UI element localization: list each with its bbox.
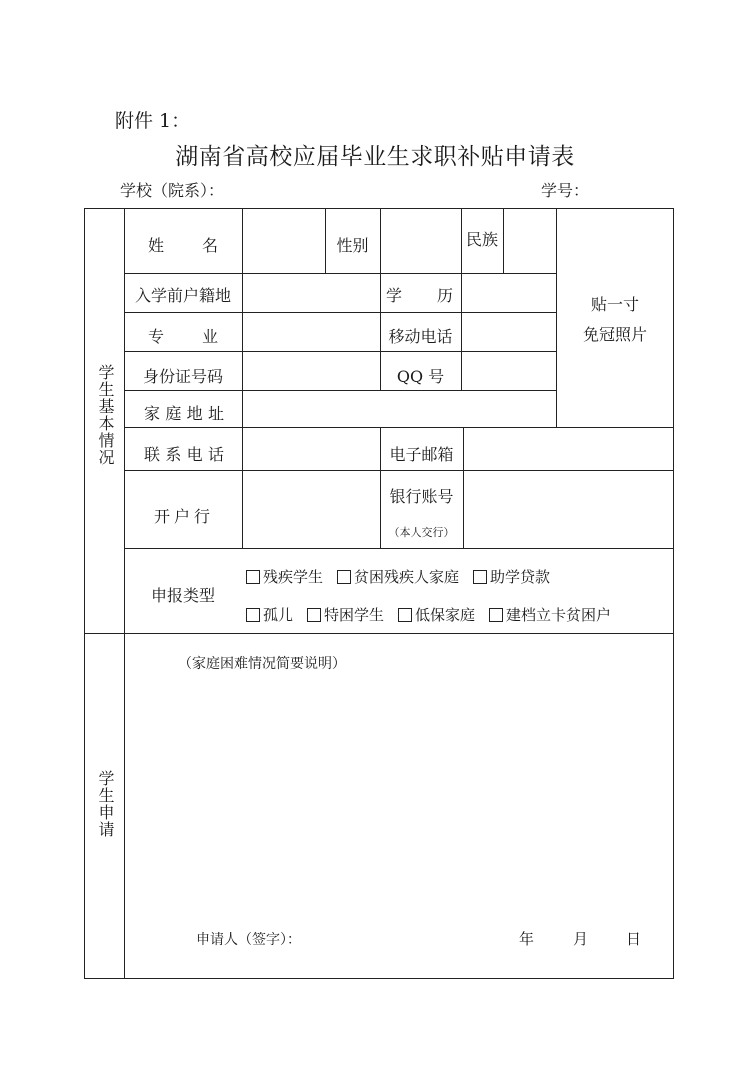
type-label: 申报类型 <box>150 585 215 605</box>
day-label: 日 <box>626 930 642 948</box>
section-application: 学生申请 <box>96 770 115 838</box>
checkbox-orphan[interactable]: 孤儿 <box>246 604 293 625</box>
mobile-label: 移动电话 <box>388 326 453 346</box>
major-label: 专 业 <box>148 326 218 346</box>
gender-label: 性别 <box>336 235 369 255</box>
account-note: （本人交行） <box>388 526 455 539</box>
ethnicity-label: 民族 <box>465 229 498 249</box>
name-label: 姓 名 <box>148 235 218 255</box>
hukou-label: 入学前户籍地 <box>134 285 231 305</box>
attachment-label: 附件 1： <box>115 110 191 132</box>
row-divider <box>124 548 674 549</box>
student-number-label: 学号： <box>541 181 590 200</box>
phone-label: 联 系 电 话 <box>144 444 224 464</box>
education-label: 学 历 <box>386 285 453 305</box>
address-label: 家 庭 地 址 <box>144 403 224 423</box>
checkbox-row-1 <box>246 566 564 587</box>
school-label: 学校（院系）： <box>120 181 225 200</box>
signature-label: 申请人（签字）： <box>196 932 301 948</box>
row-divider <box>124 351 556 352</box>
checkbox-disabled-student[interactable]: 残疾学生 <box>246 566 323 587</box>
checkbox-extreme-poverty[interactable]: 特困学生 <box>307 604 384 625</box>
section-basic-info: 学生基本情况 <box>96 364 115 466</box>
row-divider <box>124 427 674 428</box>
column-divider <box>242 208 243 548</box>
column-divider <box>463 427 464 548</box>
id-number-label: 身份证号码 <box>142 366 223 386</box>
photo-placeholder: 贴一寸 免冠照片 <box>582 295 647 344</box>
email-label: 电子邮箱 <box>389 444 454 464</box>
checkbox-registered-poor[interactable]: 建档立卡贫困户 <box>489 604 611 625</box>
section-divider <box>84 633 674 634</box>
checkbox-poor-disabled-family[interactable]: 贫困残疾人家庭 <box>337 566 459 587</box>
checkbox-row-2 <box>246 604 625 625</box>
form-title: 湖南省高校应届毕业生求职补贴申请表 <box>175 144 575 170</box>
account-label: 银行账号 <box>389 486 454 506</box>
qq-label: QQ 号 <box>396 366 445 386</box>
row-divider <box>124 312 556 313</box>
column-divider <box>503 208 504 273</box>
checkbox-minimum-living[interactable]: 低保家庭 <box>398 604 475 625</box>
row-divider <box>124 470 674 471</box>
row-divider <box>124 273 556 274</box>
row-divider <box>124 390 556 391</box>
checkbox-student-loan[interactable]: 助学贷款 <box>473 566 550 587</box>
month-label: 月 <box>573 930 589 948</box>
hardship-hint: （家庭困难情况简要说明） <box>178 656 346 672</box>
year-label: 年 <box>519 930 535 948</box>
bank-label: 开 户 行 <box>154 506 210 526</box>
